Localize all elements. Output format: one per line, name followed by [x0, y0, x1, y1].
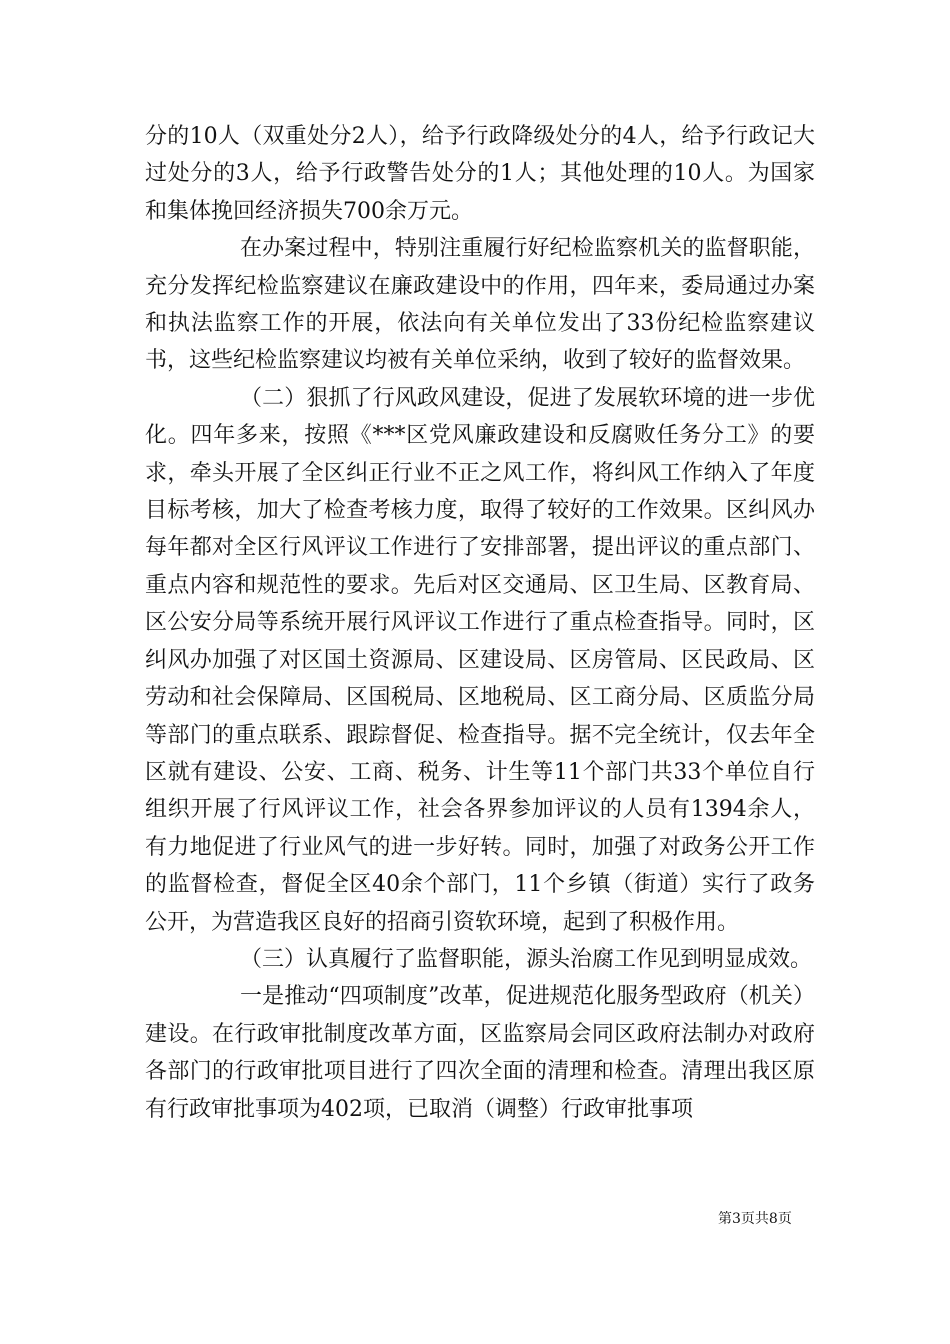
paragraph-5: 一是推动“四项制度”改革，促进规范化服务型政府（机关）建设。在行政审批制度改革方面，区监察局会同区政府法制办对政府各部门的行政审批项目进行了四次全面的清理和检查。清理出我区原有行政审批事项为402项，已取消（调整）行政审批事项 — [145, 984, 815, 1122]
paragraph-4: （三）认真履行了监督职能，源头治腐工作见到明显成效。 — [240, 946, 813, 972]
document-body — [145, 118, 815, 1128]
page-number-footer: 第3页共8页 — [718, 1211, 792, 1227]
paragraph-3: （二）狠抓了行风政风建设，促进了发展软环境的进一步优化。四年多来，按照《***区党风廉政建设和反腐败任务分工》的要求，牵头开展了全区纠正行业不正之风工作，将纠风工作纳入了年度目标考核，加大了检查考核力度，取得了较好的工作效果。区纠风办每年都对全区行风评议工作进行了安排部署，提出评议的重点部门、重点内容和规范性的要求。先后对区交通局、区卫生局、区教育局、区公安分局等系统开展行风评议工作进行了重点检查指导。同时，区纠风办加强了对区国土资源局、区建设局、区房管局、区民政局、区劳动和社会保障局、区国税局、区地税局、区工商分局、区质监分局等部门的重点联系、跟踪督促、检查指导。据不完全统计，仅去年全区就有建设、公安、工商、税务、计生等11个部门共33个单位自行组织开展了行风评议工作，社会各界参加评议的人员有1394余人，有力地促进了行业风气的进一步好转。同时，加强了对政务公开工作的监督检查，督促全区40余个部门，11个乡镇（街道）实行了政务公开，为营造我区良好的招商引资软环境，起到了积极作用。 — [145, 385, 815, 935]
paragraph-2: 在办案过程中，特别注重履行好纪检监察机关的监督职能，充分发挥纪检监察建议在廉政建设中的作用，四年来，委局通过办案和执法监察工作的开展，依法向有关单位发出了33份纪检监察建议书，这些纪检监察建议均被有关单位采纳，收到了较好的监督效果。 — [145, 236, 815, 374]
paragraph-1: 分的10人（双重处分2人），给予行政降级处分的4人，给予行政记大过处分的3人，给予行政警告处分的1人；其他处理的10人。为国家和集体挽回经济损失700余万元。 — [145, 124, 815, 224]
